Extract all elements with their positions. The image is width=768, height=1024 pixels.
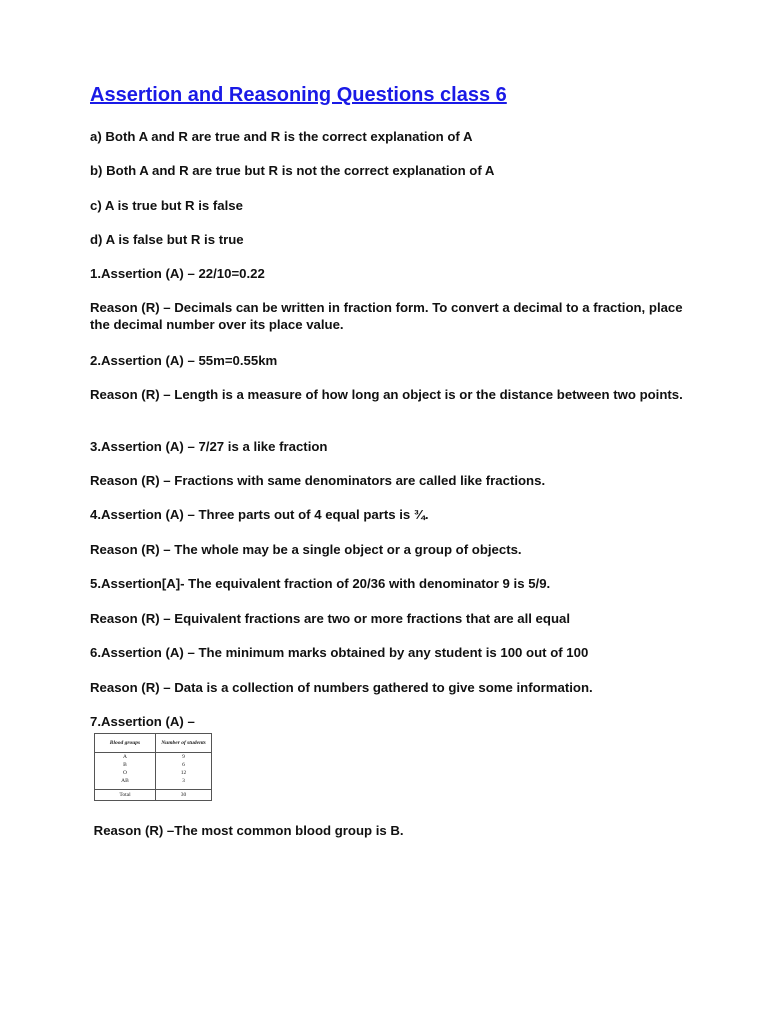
blood-group-table [94, 733, 212, 801]
table-cell-count: 3 [156, 777, 212, 790]
question-7-reason: Reason (R) –The most common blood group is B. [90, 823, 404, 838]
table-header-number-of-students: Number of students [156, 734, 212, 753]
question-6-assertion: 6.Assertion (A) – The minimum marks obtained by any student is 100 out of 100 [90, 645, 589, 660]
question-3-reason: Reason (R) – Fractions with same denominators are called like fractions. [90, 473, 546, 488]
table-total-label: Total [95, 790, 156, 801]
blood-group-table-image [94, 733, 212, 801]
table-header-blood-groups: Blood groups [95, 734, 156, 753]
table-cell-group: A [95, 753, 156, 762]
table-cell-count: 6 [156, 761, 212, 769]
option-a: a) Both A and R are true and R is the correct explanation of A [90, 129, 473, 144]
question-1-assertion: 1.Assertion (A) – 22/10=0.22 [90, 266, 265, 281]
table-cell-count: 9 [156, 753, 212, 762]
table-cell-group: O [95, 769, 156, 777]
table-cell-group: B [95, 761, 156, 769]
question-2-assertion: 2.Assertion (A) – 55m=0.55km [90, 353, 278, 368]
table-cell-group: AB [95, 777, 156, 790]
option-c: c) A is true but R is false [90, 198, 243, 213]
question-4-assertion: 4.Assertion (A) – Three parts out of 4 equal parts is ¾. [90, 507, 429, 522]
question-7-assertion: 7.Assertion (A) – [90, 714, 195, 729]
question-3-assertion: 3.Assertion (A) – 7/27 is a like fraction [90, 439, 328, 454]
question-2-reason: Reason (R) – Length is a measure of how long an object is or the distance between two points. [90, 387, 683, 402]
table-cell-count: 12 [156, 769, 212, 777]
page-title-link[interactable]: Assertion and Reasoning Questions class 6 [90, 84, 507, 106]
option-b: b) Both A and R are true but R is not the correct explanation of A [90, 163, 495, 178]
question-4-reason: Reason (R) – The whole may be a single object or a group of objects. [90, 542, 522, 557]
option-d: d) A is false but R is true [90, 232, 244, 247]
question-5-reason: Reason (R) – Equivalent fractions are two or more fractions that are all equal [90, 611, 570, 626]
question-1-reason: Reason (R) – Decimals can be written in fraction form. To convert a decimal to a fraction, place the decimal number over its place value. [90, 300, 683, 332]
question-6-reason: Reason (R) – Data is a collection of numbers gathered to give some information. [90, 680, 593, 695]
question-5-assertion: 5.Assertion[A]- The equivalent fraction of 20/36 with denominator 9 is 5/9. [90, 576, 551, 591]
table-total-value: 30 [156, 790, 212, 801]
